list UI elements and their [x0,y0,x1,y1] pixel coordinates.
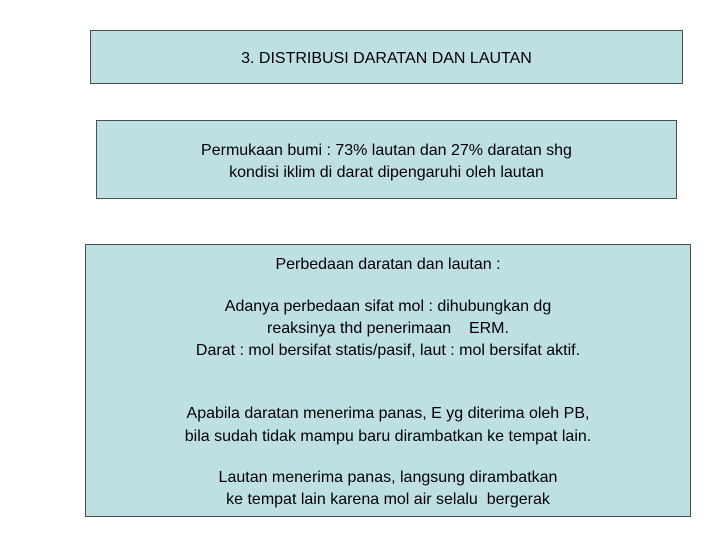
fact-box [96,120,677,199]
fact-line: kondisi iklim di darat dipengaruhi oleh lautan [229,164,544,181]
main-box [85,244,691,517]
paragraph-2-line: Apabila daratan menerima panas, E yg diterima oleh PB, [186,405,590,422]
slide-title: 3. DISTRIBUSI DARATAN DAN LAUTAN [241,50,532,67]
paragraph-1-line: Adanya perbedaan sifat mol : dihubungkan dg [224,298,552,315]
fact-line: Permukaan bumi : 73% lautan dan 27% daratan shg [201,142,572,159]
paragraph-2-line: bila sudah tidak mampu baru dirambatkan ke tempat lain. [184,428,592,445]
paragraph-1-line: reaksinya thd penerimaan ERM. [267,320,509,337]
paragraph-3-line: Lautan menerima panas, langsung dirambatkan [218,469,558,486]
main-heading: Perbedaan daratan dan lautan : [275,256,501,273]
paragraph-3-line: ke tempat lain karena mol air selalu bergerak [226,491,550,508]
title-box [90,30,683,84]
paragraph-1-line: Darat : mol bersifat statis/pasif, laut : mol bersifat aktif. [195,342,581,359]
fact-text [97,140,676,184]
